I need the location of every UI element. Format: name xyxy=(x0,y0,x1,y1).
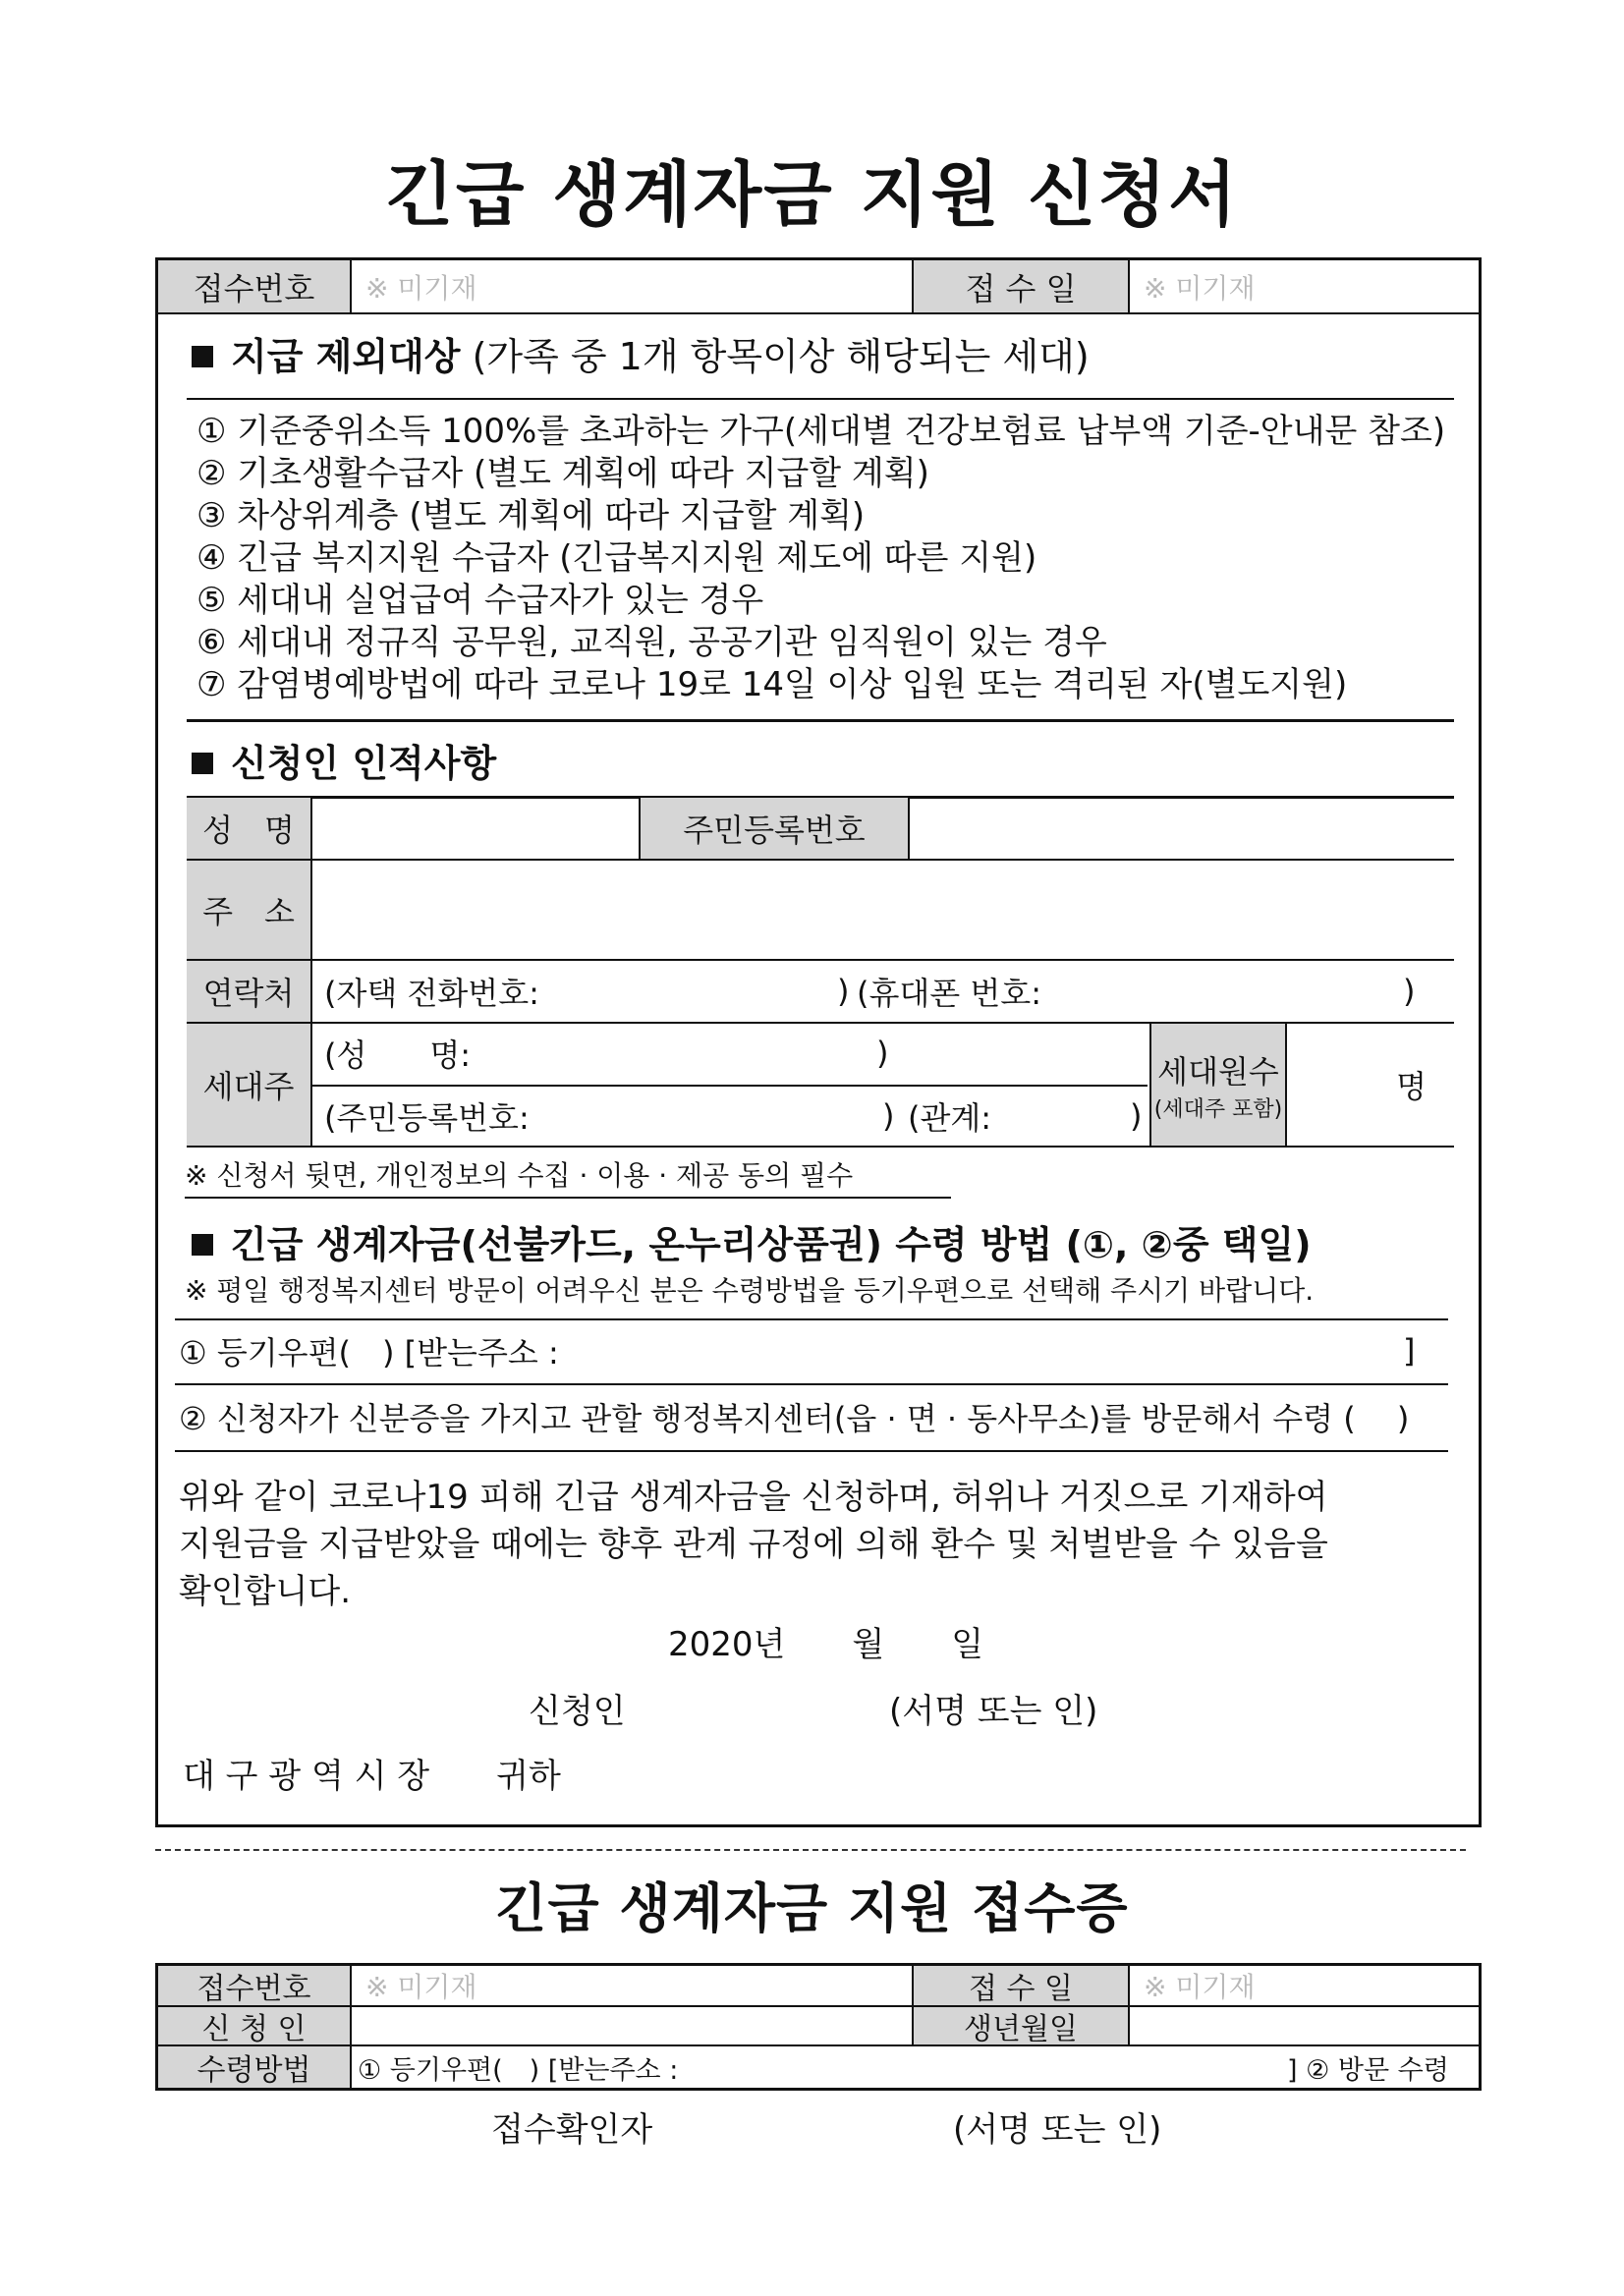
receive-option-visit[interactable]: ② 신청자가 신분증을 가지고 관할 행정복지센터(읍 · 면 · 동사무소)를 방문해서 수령 ( ) xyxy=(179,1400,1410,1437)
receipt-number-label: 접수번호 xyxy=(158,1966,350,2005)
bullet-square-icon xyxy=(192,753,213,774)
receipt-title: 긴급 생계자금 지원 접수증 xyxy=(495,1877,1129,1939)
consent-note: ※ 신청서 뒷면, 개인정보의 수집 · 이용 · 제공 동의 필수 xyxy=(185,1157,951,1199)
declaration-date[interactable]: 2020년 월 일 xyxy=(668,1625,984,1664)
exclusion-item-7: ⑦ 감염병예방법에 따라 코로나 19로 14일 이상 입원 또는 격리된 자(별도지원) xyxy=(196,665,1348,704)
receipt-number-field[interactable]: ※ 미기재 xyxy=(365,1971,477,2003)
receive-heading: 긴급 생계자금(선불카드, 온누리상품권) 수령 방법 (①, ②중 택일) xyxy=(192,1214,1459,1265)
head-rrn-close-paren: ) xyxy=(882,1097,895,1135)
bullet-square-icon xyxy=(192,1234,213,1256)
receive-note: ※ 평일 행정복지센터 방문이 어려우신 분은 수령방법을 등기우편으로 선택해 주시기 바랍니다. xyxy=(185,1274,1315,1307)
home-phone-field[interactable]: (자택 전화번호: xyxy=(324,975,539,1012)
receipt-receiver-label: 접수확인자 xyxy=(491,2110,653,2150)
members-label: 세대원수 (세대주 포함) xyxy=(1151,1024,1285,1146)
exclusion-heading: 지급 제외대상 (가족 중 1개 항목이상 해당되는 세대) xyxy=(192,326,1449,375)
receipt-method-mail[interactable]: ① 등기우편( ) [받는주소 : xyxy=(358,2054,679,2086)
exclusion-item-1: ① 기준중위소득 100%를 초과하는 가구(세대별 건강보험료 납부액 기준-안내문 참조) xyxy=(196,412,1446,451)
receipt-date-field[interactable]: ※ 미기재 xyxy=(1144,271,1256,305)
head-rrn-field[interactable]: (주민등록번호: xyxy=(324,1099,530,1137)
applicant-heading: 신청인 인적사항 xyxy=(192,733,1371,782)
household-head-label: 세대주 xyxy=(187,1024,310,1146)
exclusion-item-2: ② 기초생활수급자 (별도 계획에 따라 지급할 계획) xyxy=(196,454,929,493)
receipt-applicant-field[interactable] xyxy=(352,2007,910,2044)
receipt-method-label: 수령방법 xyxy=(158,2046,350,2088)
contact-close-paren: ) xyxy=(837,973,850,1010)
receive-option-mail[interactable]: ① 등기우편( ) [받는주소 : xyxy=(179,1334,559,1372)
exclusion-item-5: ⑤ 세대내 실업급여 수급자가 있는 경우 xyxy=(196,581,764,620)
receipt-birth-label: 생년월일 xyxy=(914,2007,1128,2044)
receipt-receiver-signature[interactable]: (서명 또는 인) xyxy=(953,2110,1162,2150)
receipt-birth-field[interactable] xyxy=(1130,2007,1478,2044)
exclusion-item-3: ③ 차상위계층 (별도 계획에 따라 지급할 계획) xyxy=(196,496,866,535)
members-field[interactable]: 명 xyxy=(1396,1068,1427,1105)
receipt-applicant-label: 신 청 인 xyxy=(158,2007,350,2044)
exclusion-item-4: ④ 긴급 복지지원 수급자 (긴급복지지원 제도에 따른 지원) xyxy=(196,538,1037,578)
mobile-close-paren: ) xyxy=(1403,973,1416,1010)
rrn-label: 주민등록번호 xyxy=(641,798,908,859)
name-label: 성 명 xyxy=(187,798,310,859)
receipt-number-label: 접수번호 xyxy=(158,260,350,312)
relation-close-paren: ) xyxy=(1130,1097,1143,1135)
form-title: 긴급 생계자금 지원 신청서 xyxy=(385,153,1239,236)
exclusion-item-6: ⑥ 세대내 정규직 공무원, 교직원, 공공기관 임직원이 있는 경우 xyxy=(196,623,1107,662)
rrn-field[interactable] xyxy=(910,798,1454,859)
address-label: 주 소 xyxy=(187,861,310,959)
name-field[interactable] xyxy=(312,798,637,859)
relation-field[interactable]: (관계: xyxy=(908,1099,992,1137)
receipt-method-visit[interactable]: ] ② 방문 수령 xyxy=(1287,2054,1449,2086)
receipt-number-field[interactable]: ※ 미기재 xyxy=(365,271,477,305)
contact-label: 연락처 xyxy=(187,961,310,1022)
exclusion-list xyxy=(196,411,1464,706)
address-field[interactable] xyxy=(312,861,1452,959)
receive-option-mail-close: ] xyxy=(1403,1332,1416,1370)
declaration-signature[interactable]: (서명 또는 인) xyxy=(889,1692,1098,1731)
declaration-text: 위와 같이 코로나19 피해 긴급 생계자금을 신청하며, 허위나 거짓으로 기재하여 지원금을 지급받았을 때에는 향후 관계 규정에 의해 환수 및 처벌받을 수 있음을 확인합니다. xyxy=(179,1478,1328,1611)
cut-line xyxy=(155,1849,1466,1851)
receipt-date-label: 접 수 일 xyxy=(914,260,1128,312)
head-name-close-paren: ) xyxy=(876,1035,889,1072)
receipt-date-field[interactable]: ※ 미기재 xyxy=(1144,1971,1256,2003)
receipt-date-label: 접 수 일 xyxy=(914,1966,1128,2005)
mobile-phone-field[interactable]: (휴대폰 번호: xyxy=(857,975,1041,1012)
declaration-applicant-label: 신청인 xyxy=(529,1692,626,1731)
bullet-square-icon xyxy=(192,346,213,367)
head-name-field[interactable]: (성 명: xyxy=(324,1036,472,1074)
declaration-addressee: 대 구 광 역 시 장 귀하 xyxy=(183,1757,561,1796)
